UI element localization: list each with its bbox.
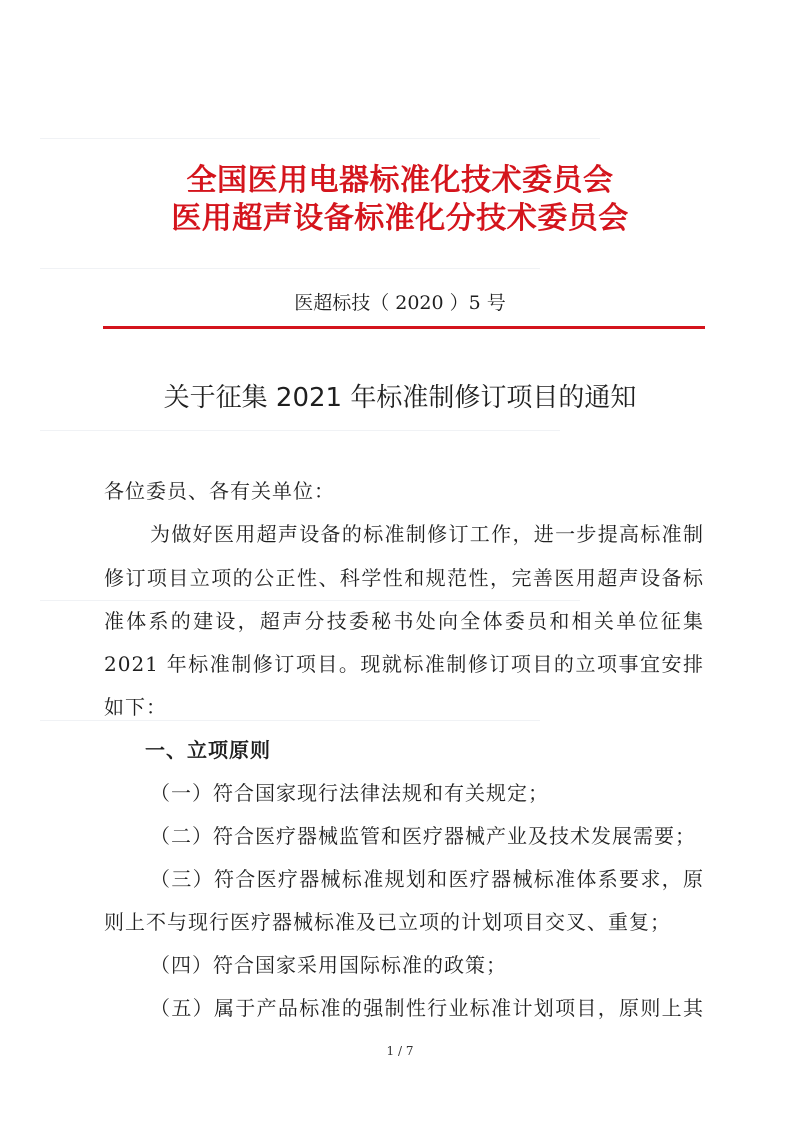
- scan-artifact: [40, 430, 560, 431]
- intro-line-5: 如下：: [104, 695, 167, 719]
- scan-artifact: [40, 138, 600, 139]
- principle-item-4: （四）符合国家采用国际标准的政策；: [150, 953, 507, 977]
- principle-item-2: （二）符合医疗器械监管和医疗器械产业及技术发展需要；: [150, 824, 696, 848]
- scan-artifact: [40, 600, 580, 601]
- principle-item-3-cont: 则上不与现行医疗器械标准及已立项的计划项目交叉、重复；: [104, 910, 671, 934]
- intro-line-3: 准体系的建设，超声分技委秘书处向全体委员和相关单位征集: [104, 609, 704, 633]
- salutation: 各位委员、各有关单位：: [104, 479, 335, 503]
- page-number: 1 / 7: [386, 1044, 414, 1058]
- intro-line-4: 2021 年标准制修订项目。现就标准制修订项目的立项事宜安排: [104, 652, 704, 676]
- intro-line-2: 修订项目立项的公正性、科学性和规范性，完善医用超声设备标: [104, 566, 704, 590]
- document-number: 医超标技（ 2020 ）5 号: [294, 292, 506, 314]
- document-title: 关于征集 2021 年标准制修订项目的通知: [163, 383, 637, 413]
- principle-item-5: （五）属于产品标准的强制性行业标准计划项目，原则上其: [150, 996, 704, 1020]
- intro-line-1: 为做好医用超声设备的标准制修订工作，进一步提高标准制: [150, 522, 704, 546]
- issuing-organization-line-2: 医用超声设备标准化分技术委员会: [171, 201, 629, 236]
- red-divider-rule: [103, 326, 705, 329]
- scan-artifact: [40, 268, 540, 269]
- issuing-organization-line-1: 全国医用电器标准化技术委员会: [186, 163, 614, 198]
- section-heading-principles: 一、立项原则: [145, 738, 271, 762]
- principle-item-3: （三）符合医疗器械标准规划和医疗器械标准体系要求，原: [150, 867, 704, 891]
- principle-item-1: （一）符合国家现行法律法规和有关规定；: [150, 781, 549, 805]
